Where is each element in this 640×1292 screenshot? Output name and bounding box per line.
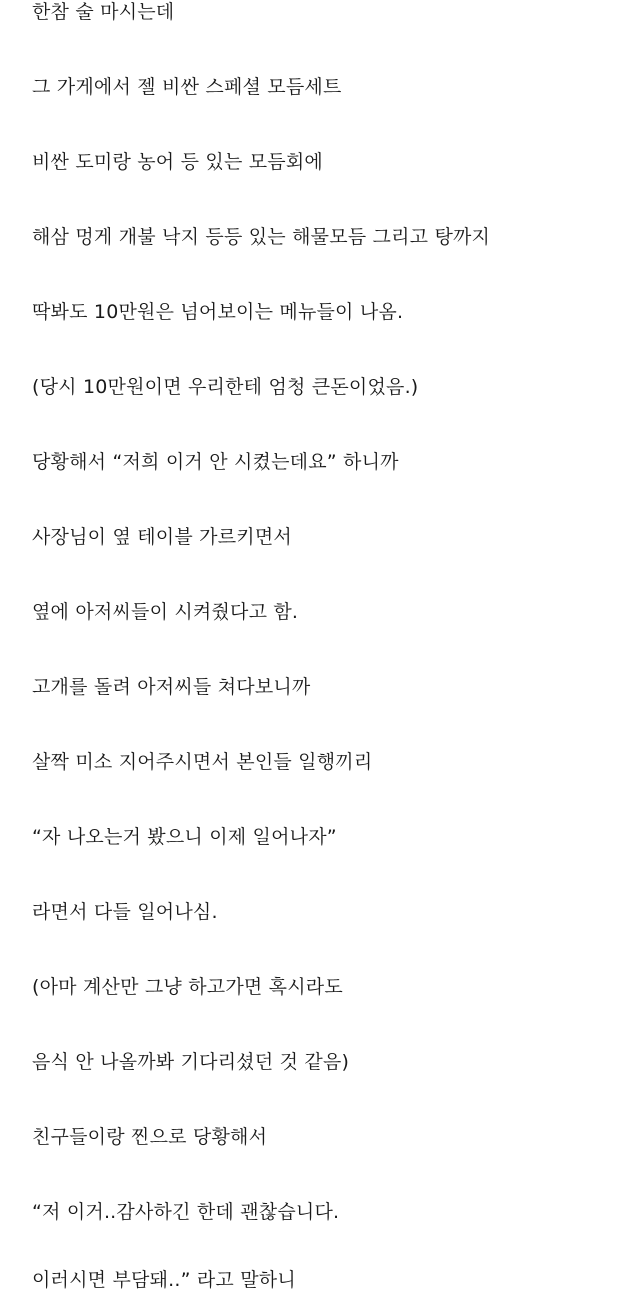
text-line: 살짝 미소 지어주시면서 본인들 일행끼리 [32,751,373,773]
text-line: 이러시면 부담돼..” 라고 말하니 [32,1269,296,1291]
text-line: 해삼 멍게 개불 낙지 등등 있는 해물모듬 그리고 탕까지 [32,226,491,248]
text-line: 음식 안 나올까봐 기다리셨던 것 같음) [32,1051,350,1073]
text-line: 딱봐도 10만원은 넘어보이는 메뉴들이 나옴. [32,301,404,323]
text-line: “자 나오는거 봤으니 이제 일어나자” [32,826,337,848]
text-line: (당시 10만원이면 우리한테 엄청 큰돈이었음.) [32,376,419,398]
text-line: “저 이거..감사하긴 한데 괜찮습니다. [32,1201,340,1223]
text-line: 한참 술 마시는데 [32,1,175,23]
text-line: 고개를 돌려 아저씨들 쳐다보니까 [32,676,311,698]
text-line: (아마 계산만 그냥 하고가면 혹시라도 [32,976,343,998]
text-line: 옆에 아저씨들이 시켜줬다고 함. [32,601,299,623]
text-line: 사장님이 옆 테이블 가르키면서 [32,526,292,548]
text-line: 당황해서 “저희 이거 안 시켰는데요” 하니까 [32,451,399,473]
text-line: 그 가게에서 젤 비싼 스페셜 모듬세트 [32,76,342,98]
text-line: 비싼 도미랑 농어 등 있는 모듬회에 [32,151,323,173]
text-line: 친구들이랑 찐으로 당황해서 [32,1126,268,1148]
text-line: 라면서 다들 일어나심. [32,901,218,923]
